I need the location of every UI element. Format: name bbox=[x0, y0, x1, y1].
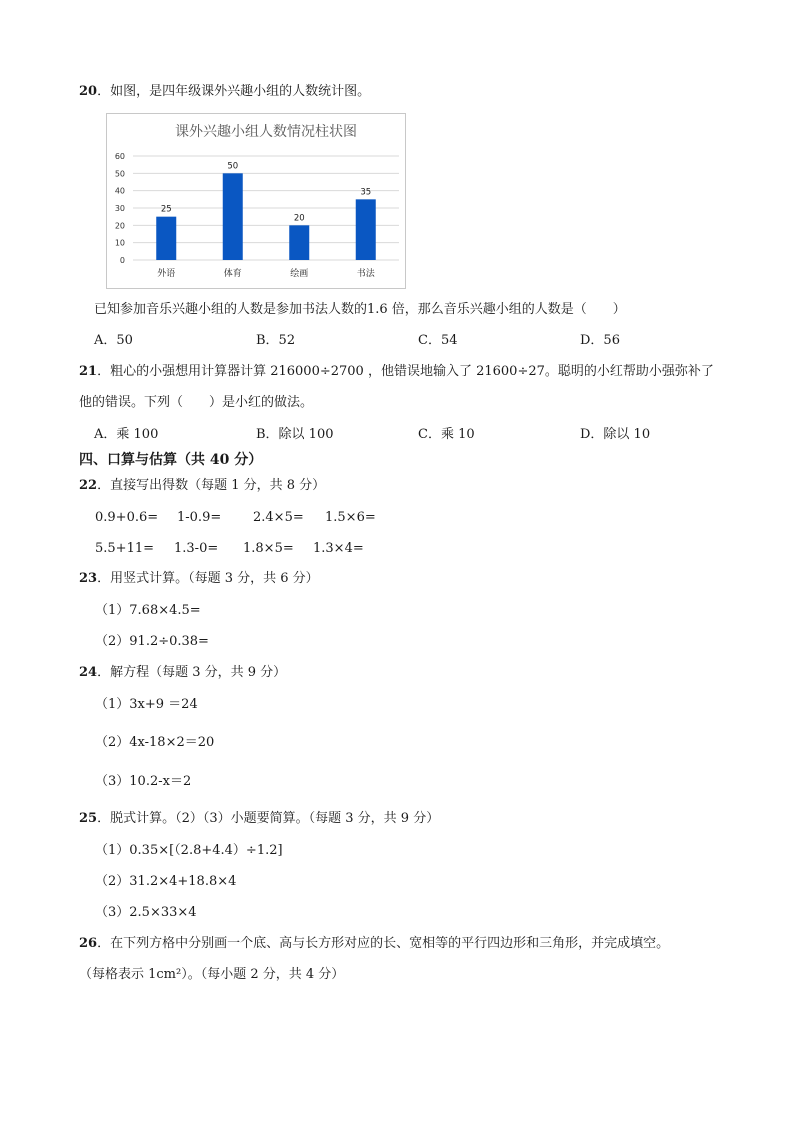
q20-option-b[interactable]: B．52 bbox=[256, 333, 296, 348]
y-tick-label: 50 bbox=[114, 169, 125, 179]
data-label: 50 bbox=[227, 161, 239, 172]
q20-option-a[interactable]: A．50 bbox=[94, 333, 133, 348]
q22-number: 22 bbox=[79, 478, 98, 493]
q20-number: 20 bbox=[79, 84, 98, 99]
x-tick-label: 体育 bbox=[223, 269, 242, 279]
q26-number: 26 bbox=[79, 936, 98, 951]
q24-number: 24 bbox=[79, 665, 98, 680]
q25-item-1: （1）0.35×[（2.8+4.4）÷1.2] bbox=[95, 843, 283, 858]
q22-item: 5.5+11= bbox=[95, 541, 155, 556]
q22-item: 1.8×5= bbox=[243, 541, 294, 556]
q20-option-d[interactable]: D．56 bbox=[580, 333, 620, 348]
chart-x-ticks bbox=[157, 267, 376, 279]
q22-item: 1.5×6= bbox=[325, 510, 376, 525]
q20-option-c[interactable]: C．54 bbox=[418, 333, 458, 348]
q26-stem-line2: （每格表示 1cm²）。（每小题 2 分，共 4 分） bbox=[79, 967, 345, 982]
q21-stem-line1 bbox=[79, 363, 714, 381]
q20-question: 已知参加音乐兴趣小组的人数是参加书法人数的1.6 倍，那么音乐兴趣小组的人数是（ ） bbox=[94, 302, 626, 317]
y-tick-label: 20 bbox=[114, 221, 125, 231]
q21-option-c[interactable]: C．乘 10 bbox=[418, 427, 475, 442]
q23-stem bbox=[79, 570, 319, 588]
q25-stem bbox=[79, 810, 439, 828]
q25-item-3: （3）2.5×33×4 bbox=[95, 905, 197, 920]
q22-item: 1.3-0= bbox=[174, 541, 219, 556]
x-tick-label: 外语 bbox=[157, 269, 176, 279]
q25-number: 25 bbox=[79, 811, 98, 826]
q24-item-3: （3）10.2-x＝2 bbox=[95, 774, 192, 789]
q22-text: ．直接写出得数（每题 1 分，共 8 分） bbox=[97, 478, 326, 493]
q21-number: 21 bbox=[79, 364, 98, 379]
q23-item-1: （1）7.68×4.5= bbox=[95, 603, 201, 618]
q23-text: ．用竖式计算。（每题 3 分，共 6 分） bbox=[97, 571, 319, 586]
y-tick-label: 0 bbox=[119, 256, 125, 265]
q25-text: ．脱式计算。（2）（3）小题要简算。（每题 3 分，共 9 分） bbox=[97, 811, 440, 826]
q24-item-1: （1）3x+9 ＝24 bbox=[95, 697, 198, 712]
q20-stem bbox=[79, 83, 370, 101]
q26-stem-line1 bbox=[79, 935, 669, 953]
q21-stem-line2: 他的错误。下列（ ）是小红的做法。 bbox=[79, 395, 314, 410]
q21-option-a[interactable]: A．乘 100 bbox=[94, 427, 159, 442]
q21-option-d[interactable]: D．除以 10 bbox=[580, 427, 651, 442]
chart-data-labels bbox=[161, 161, 371, 223]
bar bbox=[356, 199, 376, 260]
q22-stem bbox=[79, 477, 325, 495]
q21-option-b[interactable]: B．除以 100 bbox=[256, 427, 334, 442]
q25-item-2: （2）31.2×4+18.8×4 bbox=[95, 874, 237, 889]
q24-stem bbox=[79, 664, 286, 682]
data-label: 25 bbox=[160, 204, 172, 215]
bar-chart bbox=[106, 113, 406, 289]
x-tick-label: 书法 bbox=[356, 269, 375, 279]
bar bbox=[289, 225, 309, 260]
q23-number: 23 bbox=[79, 571, 98, 586]
q22-item: 1-0.9= bbox=[177, 510, 222, 525]
q22-item: 0.9+0.6= bbox=[95, 510, 159, 525]
chart-bars bbox=[156, 173, 376, 260]
q20-text: ．如图，是四年级课外兴趣小组的人数统计图。 bbox=[97, 84, 371, 99]
section-4-heading: 四、口算与估算（共 40 分） bbox=[79, 452, 263, 468]
y-tick-label: 30 bbox=[114, 204, 125, 213]
q26-text-line1: ．在下列方格中分别画一个底、高与长方形对应的长、宽相等的平行四边形和三角形，并完成填空。 bbox=[97, 936, 670, 951]
chart-y-ticks bbox=[115, 152, 125, 265]
bar-chart-svg bbox=[107, 114, 405, 288]
bar bbox=[156, 217, 176, 260]
y-tick-label: 10 bbox=[114, 238, 125, 248]
q24-text: ．解方程（每题 3 分，共 9 分） bbox=[97, 665, 287, 680]
data-label: 35 bbox=[360, 187, 372, 198]
y-tick-label: 40 bbox=[114, 186, 125, 196]
q23-item-2: （2）91.2÷0.38= bbox=[95, 634, 209, 649]
q24-item-2: （2）4x-18×2＝20 bbox=[95, 735, 215, 750]
data-label: 20 bbox=[293, 213, 305, 224]
bar bbox=[223, 173, 243, 260]
q21-text-line1: ．粗心的小强想用计算器计算 216000÷2700 ，他错误地输入了 21600÷27。聪明的小红帮助小强弥补了 bbox=[97, 364, 714, 379]
chart-title: 课外兴趣小组人数情况柱状图 bbox=[175, 124, 357, 140]
x-tick-label: 绘画 bbox=[290, 269, 309, 279]
q22-item: 2.4×5= bbox=[253, 510, 304, 525]
q22-item: 1.3×4= bbox=[313, 541, 364, 556]
y-tick-label: 60 bbox=[114, 152, 125, 161]
